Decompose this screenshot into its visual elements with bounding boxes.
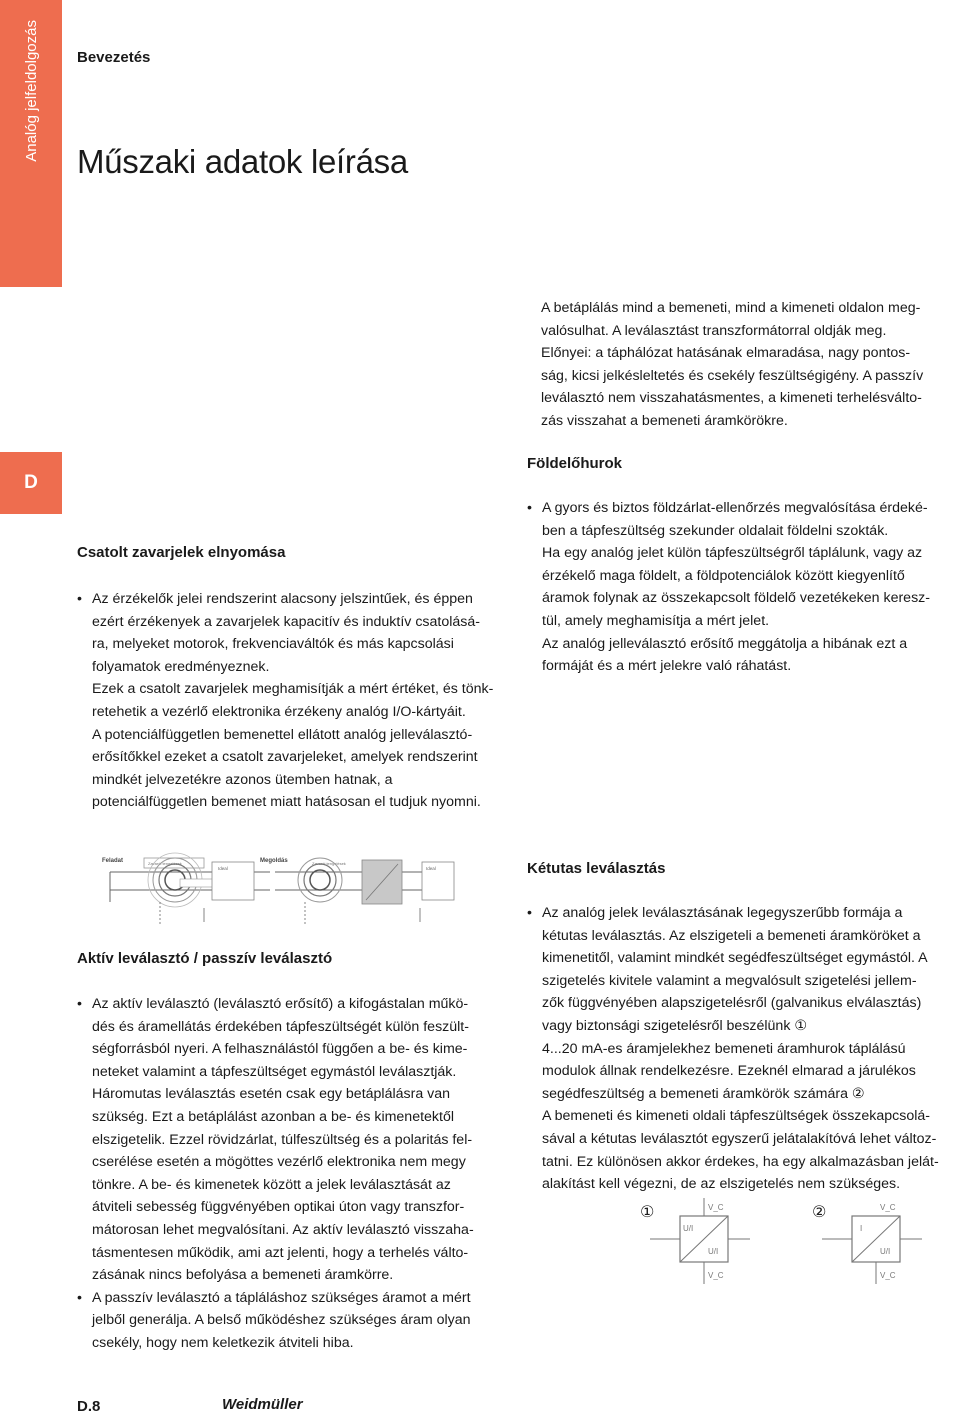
csatolt-heading: Csatolt zavarjelek elnyomása [77, 544, 286, 561]
text-line: alakítást kell végezni, de az elszigetelés nem szükséges. [542, 1176, 901, 1193]
text-line: ezért érzékenyek a zavarjelek kapacitív és induktív csatolásá- [92, 613, 480, 630]
ketutas-section [527, 902, 957, 1196]
isolator-diagram-2 [822, 1198, 922, 1284]
text-line: tásmentesen működik, ami azt jelenti, hogy a terhelés válto- [92, 1244, 469, 1261]
text-line: zők függvényében alapszigetelésről (galvanikus elválasztás) [542, 995, 922, 1012]
brand-logo: Weidmüller [222, 1396, 303, 1413]
intro-paragraph [541, 297, 956, 433]
text-line: A betáplálás mind a bemeneti, mind a kimeneti oldalon meg- [541, 300, 921, 316]
text-line: Az analóg jelleválasztó erősítő meggátolja a hibának ezt a [542, 635, 908, 652]
solution-title: Megoldás [260, 858, 288, 864]
vc-label: V_C [708, 1203, 724, 1212]
text-line: mindkét jelvezetékre azonos ütemben hatnak, a [92, 771, 393, 788]
text-line: jelből generálja. A belső működéshez szükséges áram olyan [92, 1312, 471, 1329]
aktiv-heading: Aktív leválasztó / passzív leválasztó [77, 950, 333, 967]
section-title: Bevezetés [77, 49, 151, 66]
ui-label: U/I [880, 1247, 891, 1256]
text-line: A bemeneti és kimeneti oldali tápfeszültségek összekapcsolá- [542, 1108, 931, 1125]
list-item [77, 588, 517, 814]
text-line: • Az érzékelők jelei rendszerint alacsony jelszintűek, és éppen [92, 591, 473, 607]
text-line: elszigetelik. Ezzel rövidzárlat, túlfeszültség és a polaritás fel- [92, 1131, 473, 1148]
mini-label: Zavarói tengelések [312, 861, 346, 866]
text-line: segédfeszültség a bemeneti áramkörök számára ② [542, 1085, 865, 1102]
text-line: • A passzív leválasztó a tápláláshoz szükséges áramot a mért [92, 1289, 471, 1306]
text-line: tül, amely meghamisítja a mért jelet. [542, 612, 770, 629]
text-line: • Az analóg jelek leválasztásának legegyszerűbb formája a [542, 905, 903, 921]
text-line: neteket valamint a tápfeszültséget egymástól leválasztják. [92, 1063, 457, 1080]
text-line: zásának nincs befolyása a bemeneti áramkörre. [92, 1267, 394, 1284]
text-line: Előnyei: a táphálózat hatásának elmaradása, nagy pontos- [541, 345, 911, 362]
page-title: Műszaki adatok leírása [77, 143, 408, 180]
text-line: ben a tápfeszültség szekunder oldalait földelni szokták. [542, 522, 889, 539]
task-title: Feladat [102, 858, 124, 864]
text-line: zás visszahat a bemeneti áramkörökre. [541, 412, 788, 429]
mini-label: Ideal [218, 866, 228, 871]
vc-label: V_C [708, 1271, 724, 1280]
interference-diagram [100, 852, 460, 932]
text-line: ségforrásból nyeri. A felhasználástól függően a be- és kime- [92, 1041, 468, 1058]
text-line: erősítőkkel ezeket a csatolt zavarjeleket, amelyek rendszerint [92, 749, 478, 766]
text-line: sával a kétutas leválasztót egyszerű jelátalakítóvá lehet változ- [542, 1130, 937, 1147]
foldelo-section [527, 497, 957, 678]
diagram-marker-2: ② [812, 1204, 827, 1221]
mini-label: Ideal [426, 866, 436, 871]
foldelo-heading: Földelőhurok [527, 455, 622, 472]
text-line: ra, melyeket motorok, frekvenciaváltók és más kapcsolási [92, 636, 454, 653]
text-line: szigetelés kivitele valamint a megvalósult szigetelési jellem- [542, 972, 917, 989]
task-panel [102, 853, 270, 924]
text-line: cserélése esetén a mögöttes vezérlő elektronika nem megy [92, 1154, 466, 1171]
text-line: vagy biztonsági szigetelésről beszélünk ① [542, 1017, 808, 1034]
chapter-tab: D [0, 452, 62, 514]
isolator-diagram-1 [650, 1198, 750, 1284]
side-tab [0, 0, 62, 287]
text-line: modulok állnak rendelkezésre. Ezeknél elmarad a járulékos [542, 1063, 916, 1080]
diagram-marker-1: ① [640, 1204, 655, 1221]
text-line: kimenetitől, valamint mindkét segédfeszültséget egymástól. A [542, 950, 928, 967]
text-line: dés és áramellátás érdekében tápfeszültségét külön feszült- [92, 1018, 469, 1035]
text-line: tönkre. A be- és kimenetek között a jelek leválasztását az [92, 1176, 451, 1193]
list-item [77, 1287, 517, 1355]
text-line: 4...20 mA-es áramjelekhez bemeneti áramhurok táplálású [542, 1040, 906, 1057]
ketutas-heading: Kétutas leválasztás [527, 860, 666, 877]
text-line: kétutas leválasztás. Az elszigeteli a bemeneti áramköröket a [542, 927, 921, 944]
i-label: I [860, 1224, 863, 1233]
csatolt-section [77, 588, 517, 814]
side-tab-label: Analóg jelfeldolgozás [22, 20, 40, 162]
text-line: mátorosan lehet megvalósítani. Az aktív leválasztó visszaha- [92, 1221, 474, 1238]
page-number: D.8 [77, 1398, 101, 1415]
ui-label: U/I [683, 1224, 694, 1233]
text-line: retehetik a vezérlő elektronika érzékeny analóg I/O-kártyáit. [92, 703, 466, 720]
text-line: A potenciálfüggetlen bemenettel ellátott analóg jelleválasztó- [92, 726, 473, 743]
text-line: Ezek a csatolt zavarjelek meghamisítják a mért értéket, és tönk- [92, 681, 494, 698]
text-line: Háromutas leválasztás esetén csak egy betáplálásra van [92, 1086, 451, 1103]
text-line: áramok folynak az összekapcsolt földelő vezetékeken keresz- [542, 590, 930, 607]
list-item [527, 902, 957, 1196]
text-line: Ha egy analóg jelet külön tápfeszültségről táplálunk, vagy az [542, 545, 923, 562]
text-line: folyamatok eredményeznek. [92, 658, 270, 675]
mini-label: Zavarói tengelések [148, 861, 182, 866]
text-line: csekély, hogy nem keletkezik átviteli hiba. [92, 1334, 354, 1351]
text-line: ság, kicsi jelkésleltetés és csekély feszültségigény. A passzív [541, 367, 924, 384]
list-item [527, 497, 957, 678]
ui-label: U/I [708, 1247, 719, 1256]
text-line: • A gyors és biztos földzárlat-ellenőrzés megvalósítása érdeké- [542, 500, 928, 516]
text-line: potenciálfüggetlen bemenet miatt hatásosan el tudjuk nyomni. [92, 794, 481, 811]
vc-label: V_C [880, 1203, 896, 1212]
vc-label: V_C [880, 1271, 896, 1280]
solution-panel [260, 858, 454, 924]
list-item [77, 993, 517, 1287]
text-line: átviteli sebesség függvényében optikai úton vagy transzfor- [92, 1199, 465, 1216]
text-line: formáját és a mért jelekre való ráhatást. [542, 658, 792, 675]
text-line: valósulhat. A leválasztást transzformátorral oldják meg. [541, 322, 887, 339]
aktiv-section [77, 993, 517, 1355]
text-line: leválasztó nem visszahatásmentes, a kimeneti terhelésválto- [541, 390, 922, 407]
text-line: érzékelő maga földelt, a földpotenciálok között kiegyenlítő [542, 567, 905, 584]
text-line: • Az aktív leválasztó (leválasztó erősítő) a kifogástalan műkö- [92, 996, 469, 1012]
text-line: tatni. Ez különösen akkor érdekes, ha egy alkalmazásban jelát- [542, 1153, 939, 1170]
text-line: szükség. Ezt a betáplálást azonban a be- és kimenetektől [92, 1108, 454, 1125]
